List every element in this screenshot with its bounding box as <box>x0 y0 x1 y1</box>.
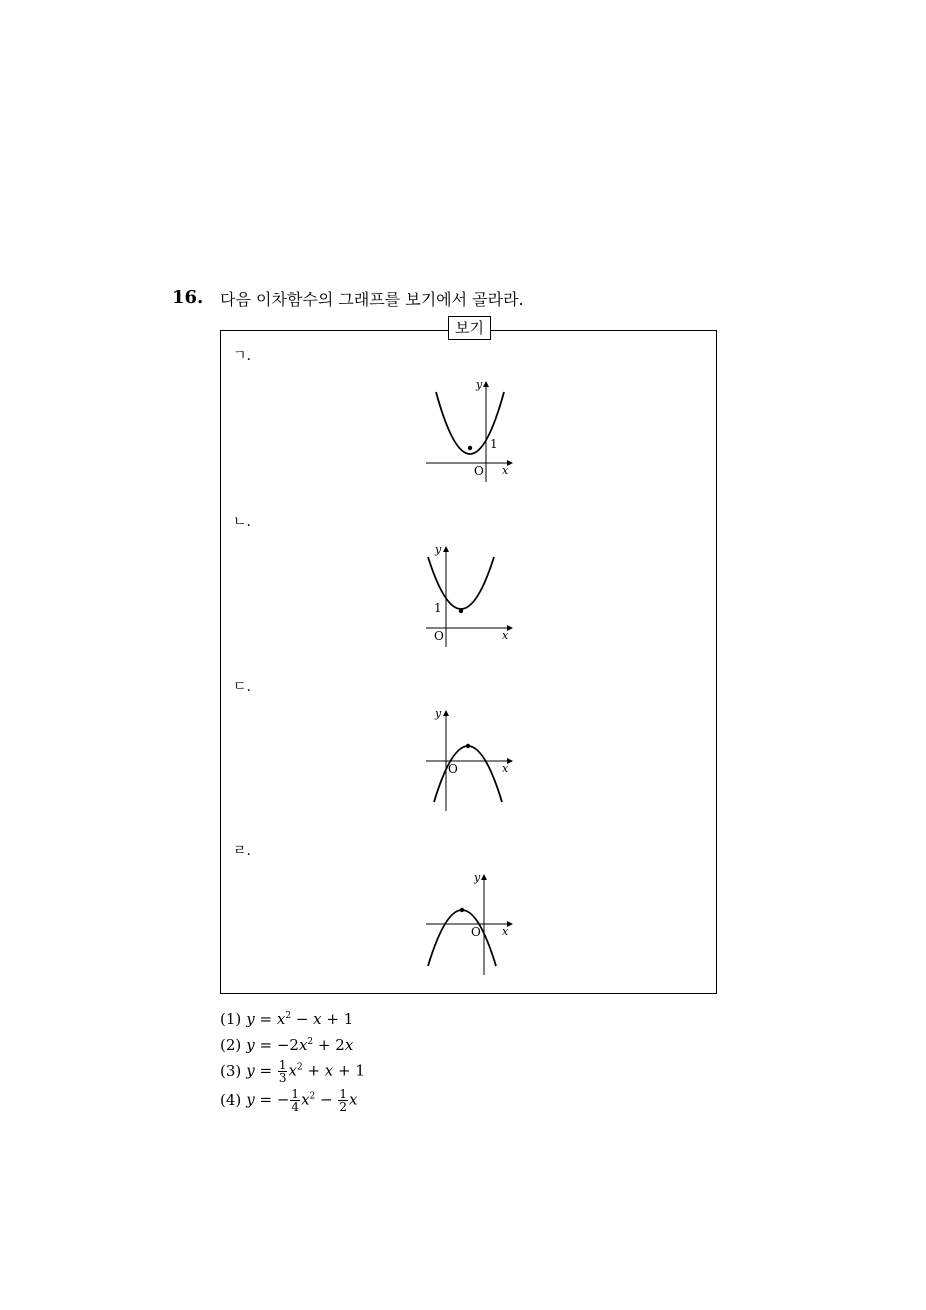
example-box-title: 보기 <box>448 316 491 340</box>
x-axis-label: x <box>502 464 509 477</box>
answer-choices <box>220 1006 365 1116</box>
vertex-point <box>466 744 470 748</box>
y-axis-label: y <box>476 378 483 391</box>
choice-2 <box>220 1032 365 1058</box>
choice-index: (1) <box>220 1010 242 1028</box>
origin-label: O <box>434 629 444 643</box>
choice-equation: y = − $\frac{1}{4}$ $x^2$ − $\frac{1}{2}$ x <box>246 1086 358 1114</box>
vertex-point <box>459 609 463 613</box>
y-axis-label: y <box>435 543 442 556</box>
intercept-label: 1 <box>490 437 498 451</box>
item-label-nieun: ㄴ. <box>233 514 251 530</box>
graph-rieul <box>424 869 516 979</box>
choice-3 <box>220 1058 365 1084</box>
item-label-digeut: ㄷ. <box>233 679 251 695</box>
vertex-point <box>460 908 464 912</box>
parabola-curve <box>434 746 502 802</box>
choice-equation: $y = x^2 - x + 1$ <box>246 1010 354 1028</box>
vertex-point <box>468 446 472 450</box>
choice-index: (3) <box>220 1062 242 1080</box>
graph-digeut <box>424 705 516 815</box>
graph-nieun <box>424 541 516 651</box>
y-axis-label: y <box>474 871 481 884</box>
origin-label: O <box>471 925 481 939</box>
question-number: 16. <box>172 287 204 308</box>
choice-index: (4) <box>220 1091 242 1109</box>
origin-label: O <box>448 762 458 776</box>
intercept-label: 1 <box>434 601 442 615</box>
origin-label: O <box>474 464 484 478</box>
choice-equation: y = $\frac{1}{3}$ $x^2 + x + 1$ <box>246 1057 365 1085</box>
choice-equation: $y = -2x^2 + 2x$ <box>246 1036 354 1054</box>
choice-4 <box>220 1084 365 1116</box>
item-label-rieul: ㄹ. <box>233 843 251 859</box>
question-text: 다음 이차함수의 그래프를 보기에서 골라라. <box>220 290 524 309</box>
item-label-giyeok: ㄱ. <box>233 348 251 364</box>
x-axis-label: x <box>502 762 509 775</box>
y-axis-label: y <box>435 707 442 720</box>
parabola-curve <box>428 910 496 966</box>
graph-giyeok <box>424 376 516 486</box>
x-axis-label: x <box>502 629 509 642</box>
x-axis-label: x <box>502 925 509 938</box>
choice-1 <box>220 1006 365 1032</box>
choice-index: (2) <box>220 1036 242 1054</box>
